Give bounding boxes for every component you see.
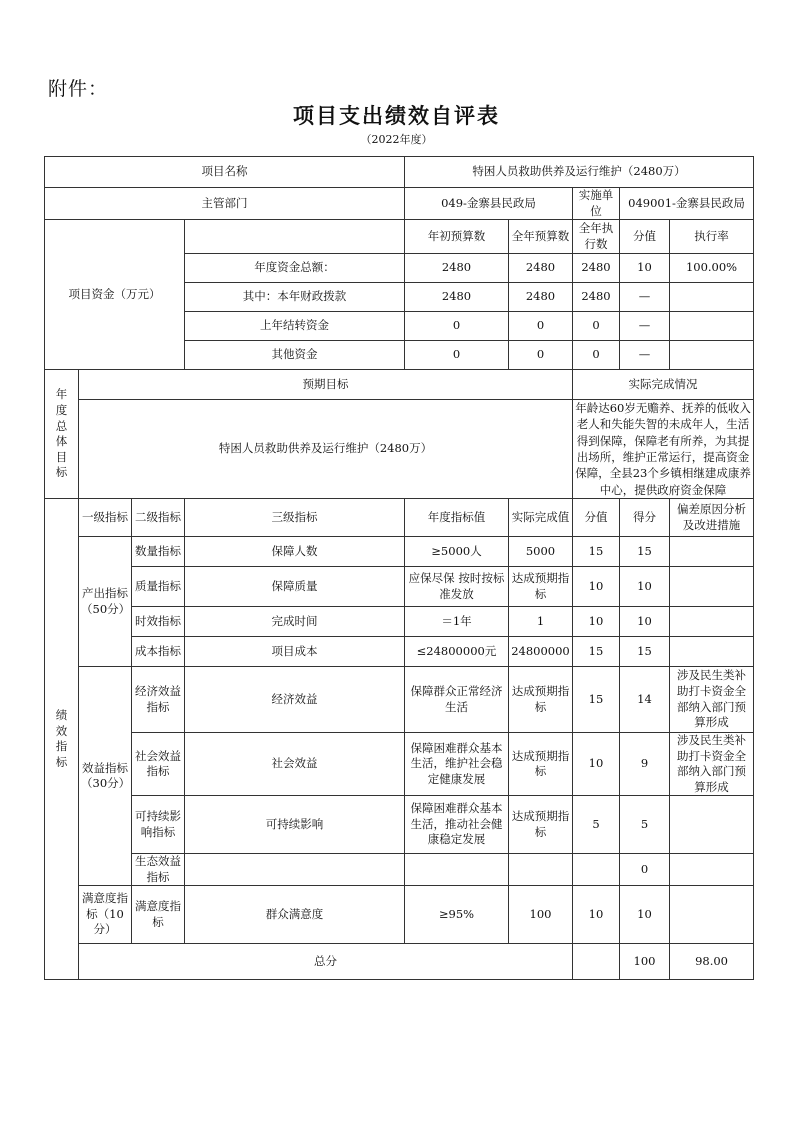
target-cell: 保障群众正常经济生活 — [405, 667, 509, 733]
total-score: 98.00 — [670, 944, 754, 980]
score-cell: 10 — [620, 567, 670, 607]
funds-row-label: 上年结转资金 — [185, 312, 405, 341]
score-value-cell: 10 — [573, 733, 620, 796]
funds-annual: 2480 — [509, 254, 573, 283]
funds-row-label: 其中：本年财政拨款 — [185, 283, 405, 312]
score-value-cell: 10 — [573, 886, 620, 944]
funds-row-label: 其他资金 — [185, 341, 405, 370]
actual-header: 实际完成值 — [509, 499, 573, 537]
note-cell — [670, 607, 754, 637]
funds-initial: 2480 — [405, 283, 509, 312]
department-row — [45, 188, 754, 220]
level3-cell: 可持续影响 — [185, 796, 405, 854]
level2-cell: 经济效益指标 — [132, 667, 185, 733]
report-year: （2022年度） — [360, 133, 433, 146]
indicator-row — [45, 733, 754, 796]
score-cell: 10 — [620, 607, 670, 637]
funds-rate — [670, 341, 754, 370]
funds-exec: 0 — [573, 312, 620, 341]
level2-cell: 成本指标 — [132, 637, 185, 667]
funds-header-annual: 全年预算数 — [509, 220, 573, 254]
level3-cell: 项目成本 — [185, 637, 405, 667]
actual-cell: 1 — [509, 607, 573, 637]
level2-cell: 可持续影响指标 — [132, 796, 185, 854]
funds-exec: 2480 — [573, 283, 620, 312]
target-cell — [405, 854, 509, 886]
page-title: 项目支出绩效自评表 — [293, 103, 500, 128]
score-cell: 9 — [620, 733, 670, 796]
actual-cell — [509, 854, 573, 886]
project-name-row — [45, 157, 754, 188]
level2-cell: 质量指标 — [132, 567, 185, 607]
goals-header-row — [45, 370, 754, 400]
target-cell: 保障困难群众基本生活，推动社会健康稳定发展 — [405, 796, 509, 854]
score-cell: 0 — [620, 854, 670, 886]
indicator-row — [45, 637, 754, 667]
level2-cell: 时效指标 — [132, 607, 185, 637]
funds-annual: 0 — [509, 341, 573, 370]
funds-initial: 2480 — [405, 254, 509, 283]
level3-cell: 社会效益 — [185, 733, 405, 796]
indicator-header-row — [45, 499, 754, 537]
funds-header-blank — [185, 220, 405, 254]
level2-cell: 生态效益指标 — [132, 854, 185, 886]
funds-header-initial: 年初预算数 — [405, 220, 509, 254]
indicators-label — [45, 499, 79, 980]
level1-header: 一级指标 — [79, 499, 132, 537]
dept-value: 049-金寨县民政局 — [405, 188, 573, 220]
score-cell: 14 — [620, 667, 670, 733]
note-header: 偏差原因分析及改进措施 — [670, 499, 754, 537]
indicator-row — [45, 667, 754, 733]
target-header: 年度指标值 — [405, 499, 509, 537]
funds-rate: 100.00% — [670, 254, 754, 283]
actual-cell: 达成预期指标 — [509, 733, 573, 796]
project-name-label: 项目名称 — [45, 157, 405, 188]
goals-label — [45, 370, 79, 499]
score-value-cell: 15 — [573, 537, 620, 567]
score-cell: 10 — [620, 886, 670, 944]
indicators-label-text: 绩效指标 — [55, 708, 68, 769]
note-cell — [670, 796, 754, 854]
note-cell: 涉及民生类补助打卡资金全部纳入部门预算形成 — [670, 667, 754, 733]
score-value-cell: 15 — [573, 637, 620, 667]
score-value-cell: 10 — [573, 607, 620, 637]
funds-score-value: — — [620, 283, 670, 312]
score-cell: 15 — [620, 537, 670, 567]
score-value-cell: 5 — [573, 796, 620, 854]
level3-cell: 保障人数 — [185, 537, 405, 567]
score-cell: 5 — [620, 796, 670, 854]
impl-label: 实施单位 — [573, 188, 620, 220]
note-cell — [670, 886, 754, 944]
level3-cell: 完成时间 — [185, 607, 405, 637]
actual-cell: 达成预期指标 — [509, 567, 573, 607]
funds-row-label: 年度资金总额： — [185, 254, 405, 283]
total-score-value: 100 — [620, 944, 670, 980]
funds-header-score-value: 分值 — [620, 220, 670, 254]
funds-label: 项目资金（万元） — [45, 220, 185, 370]
goals-label-text: 年度总体目标 — [55, 387, 68, 480]
target-cell: ≥5000人 — [405, 537, 509, 567]
target-cell: ＝1年 — [405, 607, 509, 637]
performance-table — [44, 156, 754, 980]
indicator-row — [45, 796, 754, 854]
funds-score-value: — — [620, 312, 670, 341]
target-cell: ≥95% — [405, 886, 509, 944]
funds-score-value: 10 — [620, 254, 670, 283]
impl-value: 049001-金寨县民政局 — [620, 188, 754, 220]
funds-header-rate: 执行率 — [670, 220, 754, 254]
score-value-cell — [573, 854, 620, 886]
actual-cell: 达成预期指标 — [509, 796, 573, 854]
satisfaction-level1: 满意度指标（10分） — [79, 886, 132, 944]
indicator-row — [45, 567, 754, 607]
level2-cell: 社会效益指标 — [132, 733, 185, 796]
actual-cell: 5000 — [509, 537, 573, 567]
dept-label: 主管部门 — [45, 188, 405, 220]
note-cell — [670, 637, 754, 667]
level3-cell: 经济效益 — [185, 667, 405, 733]
score-value-header: 分值 — [573, 499, 620, 537]
project-name-value: 特困人员救助供养及运行维护（2480万） — [405, 157, 754, 188]
level3-header: 三级指标 — [185, 499, 405, 537]
total-row — [45, 944, 754, 980]
indicator-row — [45, 854, 754, 886]
funds-rate — [670, 312, 754, 341]
score-header: 得分 — [620, 499, 670, 537]
target-cell: 应保尽保 按时按标准发放 — [405, 567, 509, 607]
note-cell: 涉及民生类补助打卡资金全部纳入部门预算形成 — [670, 733, 754, 796]
target-cell: ≤24800000元 — [405, 637, 509, 667]
level2-header: 二级指标 — [132, 499, 185, 537]
funds-exec: 2480 — [573, 254, 620, 283]
actual-cell: 达成预期指标 — [509, 667, 573, 733]
benefit-level1: 效益指标（30分） — [79, 667, 132, 886]
target-cell: 保障困难群众基本生活，维护社会稳定健康发展 — [405, 733, 509, 796]
goals-content-row — [45, 400, 754, 499]
funds-header-exec: 全年执行数 — [573, 220, 620, 254]
actual-result: 年龄达60岁无赡养、抚养的低收入老人和失能失智的未成年人，生活得到保障，保障老有所养，为其提出场所，维护正常运行，提高资金保障，全县23个乡镇相继建成康养中心，提供政府资金保障 — [573, 400, 754, 499]
total-blank — [573, 944, 620, 980]
funds-initial: 0 — [405, 312, 509, 341]
funds-rate — [670, 283, 754, 312]
level3-cell: 保障质量 — [185, 567, 405, 607]
funds-score-value: — — [620, 341, 670, 370]
actual-result-header: 实际完成情况 — [573, 370, 754, 400]
output-level1: 产出指标（50分） — [79, 537, 132, 667]
expected-goal: 特困人员救助供养及运行维护（2480万） — [79, 400, 573, 499]
actual-cell: 24800000 — [509, 637, 573, 667]
score-cell: 15 — [620, 637, 670, 667]
level2-cell: 满意度指标 — [132, 886, 185, 944]
level2-cell: 数量指标 — [132, 537, 185, 567]
note-cell — [670, 537, 754, 567]
actual-cell: 100 — [509, 886, 573, 944]
level3-cell — [185, 854, 405, 886]
funds-initial: 0 — [405, 341, 509, 370]
funds-annual: 0 — [509, 312, 573, 341]
indicator-row — [45, 886, 754, 944]
total-label: 总分 — [79, 944, 573, 980]
attachment-label: 附件： — [48, 78, 109, 100]
score-value-cell: 15 — [573, 667, 620, 733]
note-cell — [670, 567, 754, 607]
funds-header-row — [45, 220, 754, 254]
funds-annual: 2480 — [509, 283, 573, 312]
indicator-row — [45, 537, 754, 567]
note-cell — [670, 854, 754, 886]
expected-goal-header: 预期目标 — [79, 370, 573, 400]
score-value-cell: 10 — [573, 567, 620, 607]
level3-cell: 群众满意度 — [185, 886, 405, 944]
indicator-row — [45, 607, 754, 637]
funds-exec: 0 — [573, 341, 620, 370]
